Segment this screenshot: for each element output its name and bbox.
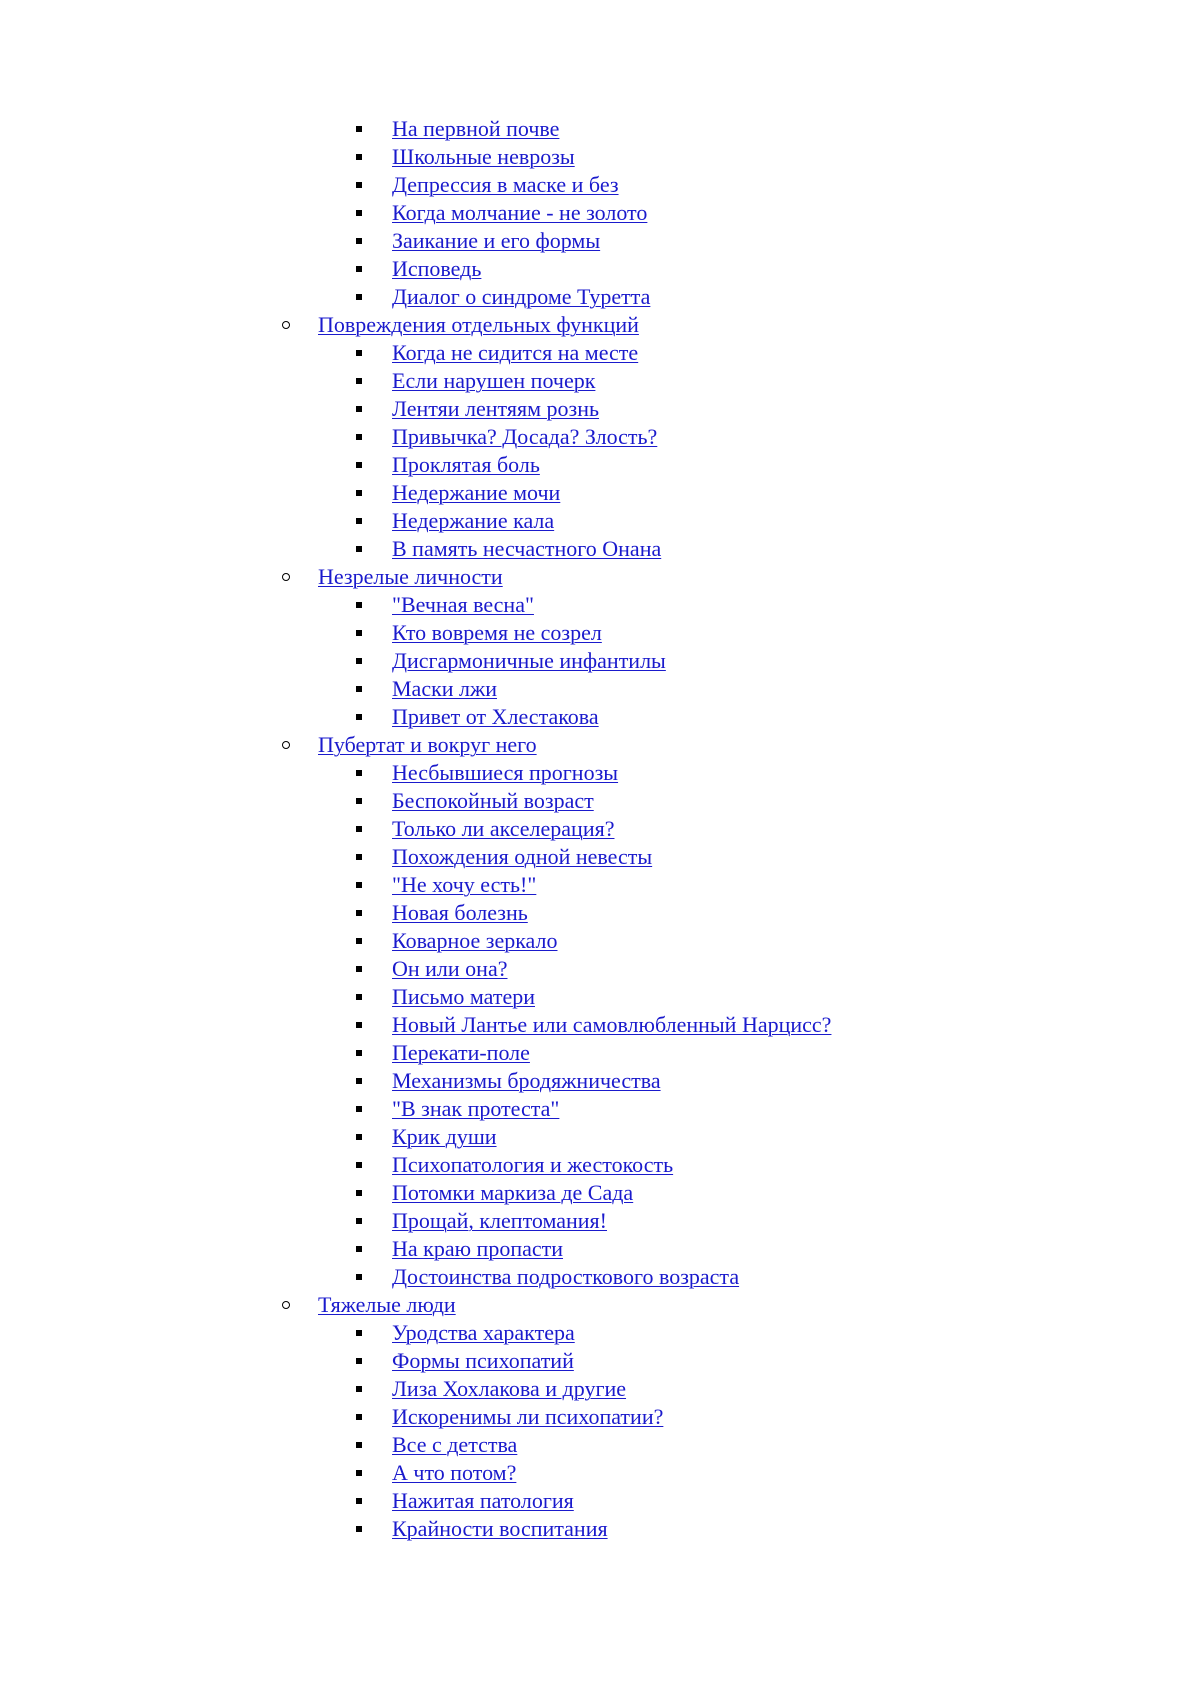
- toc-subsection-item: [0, 1263, 1200, 1291]
- toc-subsection-item: [0, 423, 1200, 451]
- toc-subsection-item: [0, 1179, 1200, 1207]
- square-bullet-icon: [356, 490, 362, 496]
- toc-subsection-item: [0, 591, 1200, 619]
- toc-subsection-item: [0, 227, 1200, 255]
- square-bullet-icon: [356, 770, 362, 776]
- toc-subsection-item: [0, 143, 1200, 171]
- toc-subsection-item: [0, 367, 1200, 395]
- square-bullet-icon: [356, 910, 362, 916]
- toc-subsection-link[interactable]: Беспокойный возраст: [392, 788, 594, 813]
- toc-subsection-item: [0, 1095, 1200, 1123]
- toc-subsection-item: [0, 759, 1200, 787]
- toc-subsection-item: [0, 451, 1200, 479]
- toc-subsection-item: [0, 255, 1200, 283]
- toc-subsection-item: [0, 115, 1200, 143]
- toc-subsection-item: [0, 1011, 1200, 1039]
- square-bullet-icon: [356, 798, 362, 804]
- toc-subsection-item: [0, 647, 1200, 675]
- toc-subsection-item: [0, 1487, 1200, 1515]
- toc-section-item: [0, 1291, 1200, 1319]
- toc-subsection-link[interactable]: На краю пропасти: [392, 1236, 564, 1261]
- square-bullet-icon: [356, 602, 362, 608]
- toc-subsection-link[interactable]: Коварное зеркало: [392, 928, 558, 953]
- square-bullet-icon: [356, 1022, 362, 1028]
- square-bullet-icon: [356, 210, 362, 216]
- toc-subsection-item: [0, 1403, 1200, 1431]
- square-bullet-icon: [356, 1050, 362, 1056]
- toc-subsection-item: [0, 927, 1200, 955]
- square-bullet-icon: [356, 266, 362, 272]
- toc-subsection-item: [0, 395, 1200, 423]
- square-bullet-icon: [356, 1162, 362, 1168]
- toc-subsection-link[interactable]: Если нарушен почерк: [392, 368, 596, 393]
- square-bullet-icon: [356, 1246, 362, 1252]
- toc-subsection-item: [0, 199, 1200, 227]
- toc-subsection-link[interactable]: Проклятая боль: [392, 452, 540, 477]
- circle-bullet-icon: [282, 573, 290, 581]
- toc-subsection-link[interactable]: Уродства характера: [392, 1320, 575, 1345]
- toc-section-item: [0, 563, 1200, 591]
- toc-subsection-link[interactable]: Потомки маркиза де Сада: [392, 1180, 634, 1205]
- toc-subsection-item: [0, 1319, 1200, 1347]
- square-bullet-icon: [356, 1274, 362, 1280]
- square-bullet-icon: [356, 294, 362, 300]
- toc-section-link[interactable]: Незрелые личности: [318, 564, 503, 589]
- toc-subsection-item: [0, 871, 1200, 899]
- toc-subsection-item: [0, 1375, 1200, 1403]
- square-bullet-icon: [356, 126, 362, 132]
- toc-subsection-item: [0, 283, 1200, 311]
- toc-subsection-link[interactable]: Недержание кала: [392, 508, 555, 533]
- toc-subsection-item: [0, 899, 1200, 927]
- square-bullet-icon: [356, 182, 362, 188]
- toc-subsection-item: [0, 479, 1200, 507]
- toc-subsection-link[interactable]: "Вечная весна": [392, 592, 534, 617]
- toc-subsection-item: [0, 1515, 1200, 1543]
- toc-subsection-link[interactable]: Депрессия в маске и без: [392, 172, 619, 197]
- toc-subsection-link[interactable]: Несбывшиеся прогнозы: [392, 760, 619, 785]
- toc-subsection-item: [0, 171, 1200, 199]
- square-bullet-icon: [356, 1218, 362, 1224]
- toc-section-item: [0, 311, 1200, 339]
- toc-subsection-link[interactable]: Исповедь: [392, 256, 482, 281]
- square-bullet-icon: [356, 1414, 362, 1420]
- toc-subsection-link[interactable]: Достоинства подросткового возраста: [392, 1264, 740, 1289]
- toc-subsection-item: [0, 955, 1200, 983]
- square-bullet-icon: [356, 1386, 362, 1392]
- square-bullet-icon: [356, 630, 362, 636]
- toc-subsection-item: [0, 1067, 1200, 1095]
- toc-subsection-link[interactable]: Нажитая патология: [392, 1488, 574, 1513]
- toc-subsection-link[interactable]: Крик души: [392, 1124, 497, 1149]
- toc-subsection-link[interactable]: Письмо матери: [392, 984, 535, 1009]
- square-bullet-icon: [356, 1134, 362, 1140]
- toc-subsection-link[interactable]: В память несчастного Онана: [392, 536, 662, 561]
- square-bullet-icon: [356, 462, 362, 468]
- toc-subsection-item: [0, 675, 1200, 703]
- square-bullet-icon: [356, 1330, 362, 1336]
- toc-subsection-link[interactable]: Лентяи лентяям рознь: [392, 396, 600, 421]
- square-bullet-icon: [356, 1358, 362, 1364]
- square-bullet-icon: [356, 658, 362, 664]
- toc-subsection-link[interactable]: А что потом?: [392, 1460, 517, 1485]
- toc-section-item: [0, 731, 1200, 759]
- toc-subsection-item: [0, 787, 1200, 815]
- toc-subsection-link[interactable]: Крайности воспитания: [392, 1516, 608, 1541]
- square-bullet-icon: [356, 406, 362, 412]
- toc-subsection-item: [0, 983, 1200, 1011]
- square-bullet-icon: [356, 938, 362, 944]
- toc-subsection-item: [0, 535, 1200, 563]
- table-of-contents: [0, 115, 1200, 1543]
- toc-subsection-item: [0, 1151, 1200, 1179]
- toc-subsection-link[interactable]: Формы психопатий: [392, 1348, 574, 1373]
- toc-section-link[interactable]: Повреждения отдельных функций: [318, 312, 639, 337]
- square-bullet-icon: [356, 854, 362, 860]
- toc-subsection-link[interactable]: Искоренимы ли психопатии?: [392, 1404, 664, 1429]
- square-bullet-icon: [356, 1078, 362, 1084]
- toc-subsection-item: [0, 1207, 1200, 1235]
- square-bullet-icon: [356, 686, 362, 692]
- square-bullet-icon: [356, 518, 362, 524]
- toc-subsection-link[interactable]: Похождения одной невесты: [392, 844, 653, 869]
- toc-subsection-link[interactable]: Школьные неврозы: [392, 144, 575, 169]
- square-bullet-icon: [356, 350, 362, 356]
- toc-subsection-link[interactable]: Кто вовремя не созрел: [392, 620, 602, 645]
- toc-subsection-link[interactable]: Все с детства: [392, 1432, 518, 1457]
- square-bullet-icon: [356, 1190, 362, 1196]
- square-bullet-icon: [356, 154, 362, 160]
- toc-subsection-link[interactable]: Заикание и его формы: [392, 228, 601, 253]
- toc-subsection-item: [0, 703, 1200, 731]
- toc-subsection-link[interactable]: Лиза Хохлакова и другие: [392, 1376, 627, 1401]
- toc-subsection-item: [0, 507, 1200, 535]
- square-bullet-icon: [356, 1442, 362, 1448]
- toc-section-link[interactable]: Тяжелые люди: [318, 1292, 456, 1317]
- square-bullet-icon: [356, 1106, 362, 1112]
- square-bullet-icon: [356, 1498, 362, 1504]
- toc-subsection-item: [0, 619, 1200, 647]
- toc-subsection-item: [0, 1347, 1200, 1375]
- toc-subsection-link[interactable]: Когда молчание - не золото: [392, 200, 648, 225]
- square-bullet-icon: [356, 1526, 362, 1532]
- toc-subsection-link[interactable]: Диалог о синдроме Туретта: [392, 284, 651, 309]
- circle-bullet-icon: [282, 321, 290, 329]
- circle-bullet-icon: [282, 1301, 290, 1309]
- toc-subsection-link[interactable]: Психопатология и жестокость: [392, 1152, 674, 1177]
- toc-subsection-item: [0, 843, 1200, 871]
- toc-subsection-item: [0, 1235, 1200, 1263]
- toc-subsection-item: [0, 1459, 1200, 1487]
- toc-subsection-link[interactable]: Только ли акселерация?: [392, 816, 615, 841]
- toc-subsection-link[interactable]: "Не хочу есть!": [392, 872, 537, 897]
- square-bullet-icon: [356, 966, 362, 972]
- toc-subsection-item: [0, 1039, 1200, 1067]
- square-bullet-icon: [356, 826, 362, 832]
- square-bullet-icon: [356, 994, 362, 1000]
- toc-subsection-link[interactable]: Привычка? Досада? Злость?: [392, 424, 658, 449]
- toc-subsection-item: [0, 1431, 1200, 1459]
- square-bullet-icon: [356, 714, 362, 720]
- square-bullet-icon: [356, 238, 362, 244]
- square-bullet-icon: [356, 546, 362, 552]
- toc-subsection-link[interactable]: Недержание мочи: [392, 480, 561, 505]
- circle-bullet-icon: [282, 741, 290, 749]
- toc-subsection-link[interactable]: На первной почве: [392, 116, 560, 141]
- toc-subsection-link[interactable]: Новый Лантье или самовлюбленный Нарцисс?: [392, 1012, 832, 1037]
- square-bullet-icon: [356, 882, 362, 888]
- toc-subsection-link[interactable]: Перекати-поле: [392, 1040, 530, 1065]
- toc-subsection-item: [0, 815, 1200, 843]
- toc-subsection-link[interactable]: Дисгармоничные инфантилы: [392, 648, 666, 673]
- toc-subsection-link[interactable]: Привет от Хлестакова: [392, 704, 599, 729]
- toc-subsection-link[interactable]: "В знак протеста": [392, 1096, 560, 1121]
- square-bullet-icon: [356, 434, 362, 440]
- toc-subsection-link[interactable]: Маски лжи: [392, 676, 498, 701]
- toc-subsection-item: [0, 339, 1200, 367]
- toc-subsection-link[interactable]: Прощай, клептомания!: [392, 1208, 608, 1233]
- toc-subsection-item: [0, 1123, 1200, 1151]
- toc-subsection-link[interactable]: Когда не сидится на месте: [392, 340, 639, 365]
- toc-section-link[interactable]: Пубертат и вокруг него: [318, 732, 537, 757]
- toc-subsection-link[interactable]: Он или она?: [392, 956, 508, 981]
- square-bullet-icon: [356, 1470, 362, 1476]
- square-bullet-icon: [356, 378, 362, 384]
- toc-subsection-link[interactable]: Механизмы бродяжничества: [392, 1068, 661, 1093]
- toc-subsection-link[interactable]: Новая болезнь: [392, 900, 528, 925]
